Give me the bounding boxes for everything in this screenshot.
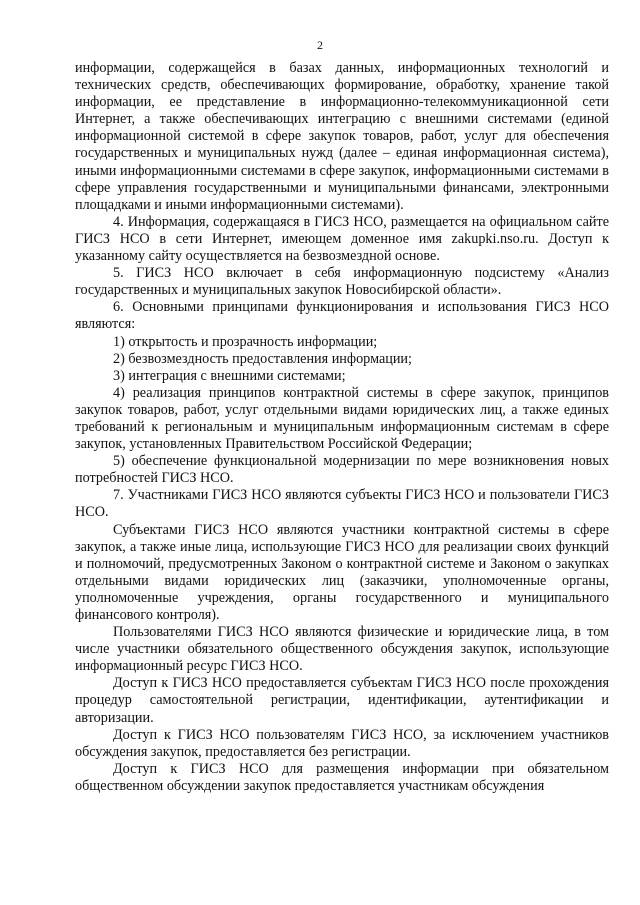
paragraph-item-5: 5. ГИСЗ НСО включает в себя информационную подсистему «Анализ государственных и муниципальных закупок Новосибирской области».	[75, 265, 609, 299]
paragraph-item-7: 7. Участниками ГИСЗ НСО являются субъекты ГИСЗ НСО и пользователи ГИСЗ НСО.	[75, 487, 609, 521]
paragraph-access-discussion: Доступ к ГИСЗ НСО для размещения информации при обязательном общественном обсуждении закупок предоставляется участникам обсуждения	[75, 760, 609, 794]
paragraph-access-users: Доступ к ГИСЗ НСО пользователям ГИСЗ НСО, за исключением участников обсуждения закупок, предоставляется без регистрации.	[75, 726, 609, 760]
paragraph-subjects: Субъектами ГИСЗ НСО являются участники контрактной системы в сфере закупок, а также иные лица, использующие ГИСЗ НСО для реализации своих функций и полномочий, предусмотренных Законом о контрактной системе и Законом о закупках отдельными видами юридических лиц (заказчики, уполномоченные органы, уполномоченные учреждения, органы государственного и муниципального финансового контроля).	[75, 521, 609, 623]
document-body	[75, 60, 609, 795]
paragraph-item-4: 4. Информация, содержащаяся в ГИСЗ НСО, размещается на официальном сайте ГИСЗ НСО в сети Интернет, имеющем доменное имя zakupki.nso.ru. Доступ к указанному сайту осуществляется на безвозмездной основе.	[75, 213, 609, 265]
paragraph-continuation: информации, содержащейся в базах данных, информационных технологий и технических средств, обеспечивающих формирование, обработку, хранение такой информации, ее представление в информационно-телекоммуникационной сети Интернет, а также обеспечивающих интеграцию с внешними системами (единой информационной системой в сфере закупок товаров, работ, услуг для обеспечения государственных и муниципальных нужд (далее – единая информационная система), иными информационными системами в сфере закупок, информационными системами в сфере управления государственными и муниципальными финансами, электронными площадками и иными информационными системами).	[75, 60, 609, 213]
principle-item-5: 5) обеспечение функциональной модернизации по мере возникновения новых потребностей ГИСЗ НСО.	[75, 453, 609, 487]
principle-item-2: 2) безвозмездность предоставления информации;	[113, 350, 412, 367]
paragraph-item-6: 6. Основными принципами функционирования и использования ГИСЗ НСО являются:	[75, 299, 609, 333]
paragraph-users: Пользователями ГИСЗ НСО являются физические и юридические лица, в том числе участники обязательного общественного обсуждения закупок, использующие информационный ресурс ГИСЗ НСО.	[75, 624, 609, 675]
principle-item-4: 4) реализация принципов контрактной системы в сфере закупок, принципов закупок товаров, работ, услуг отдельными видами юридических лиц, а также единых требований к региональным и муниципальным информационным системам в сфере закупок, установленных Правительством Российской Федерации;	[75, 384, 609, 453]
paragraph-access-subjects: Доступ к ГИСЗ НСО предоставляется субъектам ГИСЗ НСО после прохождения процедур самостоятельной регистрации, идентификации, аутентификации и авторизации.	[75, 675, 609, 726]
page-number: 2	[317, 38, 323, 52]
principle-item-1: 1) открытость и прозрачность информации;	[113, 333, 378, 350]
principle-item-3: 3) интеграция с внешними системами;	[113, 367, 346, 384]
